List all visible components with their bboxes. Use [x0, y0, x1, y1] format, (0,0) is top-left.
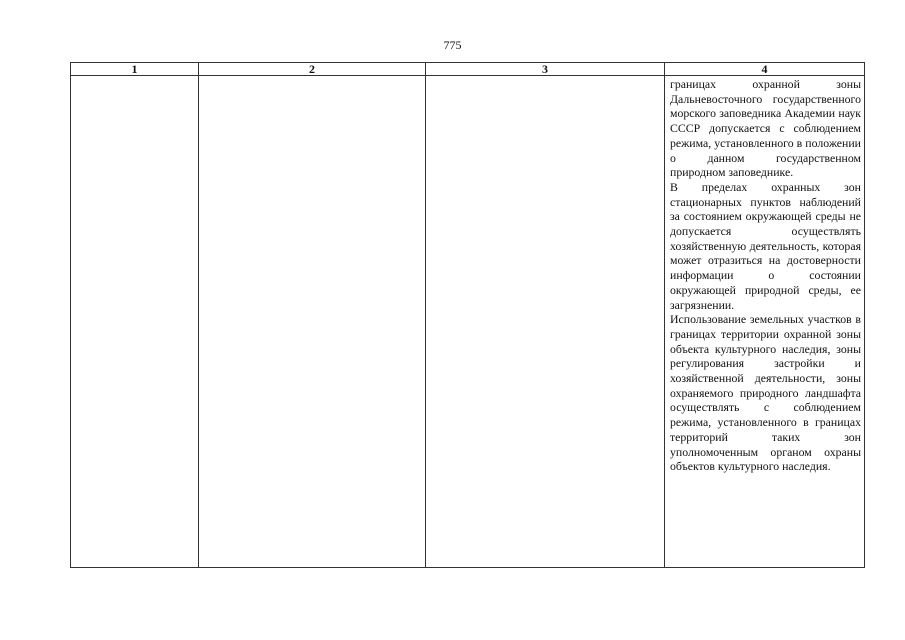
paragraph-protected-zone-reserve: границах охранной зоны Дальневосточного государственного морского заповедника Академии наук СССР допускается с соблюдением режима, установленного в положении о данном государственном природном заповеднике. — [670, 77, 861, 180]
column-header-1: 1 — [71, 63, 199, 76]
column-header-4: 4 — [665, 63, 865, 76]
table-cell-col1 — [71, 76, 199, 568]
table-header-row — [71, 63, 865, 76]
column-header-2: 2 — [199, 63, 426, 76]
page-number: 775 — [443, 38, 462, 52]
column-header-3: 3 — [426, 63, 665, 76]
cell-text-block — [665, 77, 864, 474]
table-cell-col2 — [199, 76, 426, 568]
table-cell-col3 — [426, 76, 665, 568]
document-table — [70, 62, 865, 568]
paragraph-monitoring-stations: В пределах охранных зон стационарных пунктов наблюдений за состоянием окружающей среды не допускается осуществлять хозяйственную деятельность, которая может отразиться на достоверности информации о состоянии окружающей природной среды, ее загрязнении. — [670, 179, 861, 312]
table-cell-col4 — [665, 76, 865, 568]
table-row — [71, 76, 865, 568]
paragraph-cultural-heritage: Использование земельных участков в границах территории охранной зоны объекта культурного наследия, зоны регулирования застройки и хозяйственной деятельности, зоны охраняемого природного ландшафта осуществлять с соблюдением режима, установленного в границах территорий таких зон уполномоченным органом охраны объектов культурного наследия. — [670, 312, 861, 474]
